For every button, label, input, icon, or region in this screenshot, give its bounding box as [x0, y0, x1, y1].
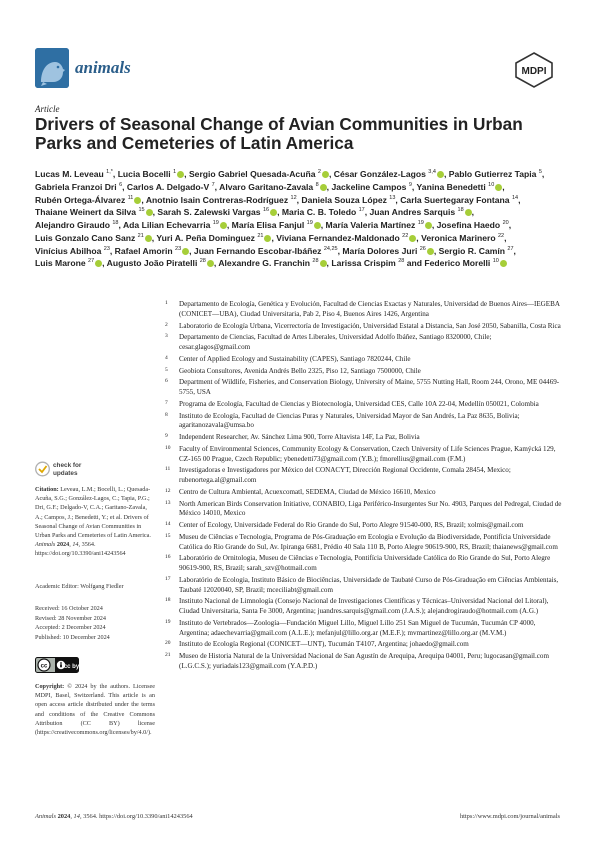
author-affiliation-sup: 23	[175, 245, 182, 252]
affiliation-number: 9	[165, 433, 168, 439]
affiliation-item	[165, 322, 562, 332]
author-affiliation-sup: 13	[389, 194, 396, 201]
author-name-text: Juan Andres Sarquis	[369, 207, 456, 218]
affiliation-number: 17	[165, 575, 171, 582]
affiliation-text: Instituto de Ecología Regional (CONICET—UNT), Tucumán T4107, Argentina; johaedo@gmail.com	[179, 640, 469, 649]
author-separator: ,	[471, 207, 475, 218]
affiliation-text: Programa de Ecología, Facultad de Ciencias y Biotecnología, Universidad CES, Calle 10A 22-04, Medellín 050021, Colombia	[179, 399, 539, 408]
author-separator: ,	[328, 169, 332, 179]
affiliation-number: 7	[165, 399, 168, 406]
footer-volume: 14	[73, 813, 80, 820]
author-name	[156, 233, 273, 243]
citation-label: Citation:	[35, 486, 59, 493]
author-name-text: Sarah S. Zalewski Vargas	[157, 207, 261, 218]
affiliation-text: Faculty of Environmental Sciences, Community Ecology & Conservation, Czech University of Life Sciences Prague, Kamýcká 129, CZ-165 00 Prague, Czech Republic; ybenedetti73@gmail.com (Y.B.); fmorellius@gmail.com (F.M.)	[179, 444, 556, 463]
author-name-text: Carlos A. Delgado-V	[126, 181, 210, 192]
affiliation-number: 21	[165, 652, 171, 658]
author-affiliation-sup: 2	[317, 169, 321, 176]
citation-text: Leveau, L.M.; Bocelli, L.; Quesada-Acuña, S.G.; González-Lagos, C.; Tapia, P.G.; Dri, G.F.; Delgado-V, C.A.; Garitano-Zavala, A.; Campos, J.; Benedetti, Y.; et al. Drivers of Seasonal Change of Avian Communities in Urban Parks and Cemeteries of Latin America.	[35, 486, 151, 540]
affiliation-item	[165, 576, 562, 596]
citation-doi[interactable]: , 3564. https://doi.org/10.3390/ani14243564	[35, 541, 126, 558]
author-name-text: Lucia Bocelli	[117, 169, 171, 179]
author-separator: ,	[271, 232, 274, 243]
author-name	[342, 246, 436, 256]
author-affiliation-sup: 3,4	[428, 169, 436, 176]
orcid-icon[interactable]	[322, 169, 332, 179]
author-separator: ,	[326, 181, 330, 192]
affiliation-number: 10	[165, 444, 171, 451]
author-affiliation-sup: 5	[538, 169, 542, 176]
author-separator: ,	[411, 181, 415, 192]
author-name-text: Vinícius Abilhoa	[35, 245, 102, 256]
affiliation-number: 14	[165, 521, 171, 527]
author-name	[189, 169, 331, 179]
orcid-icon[interactable]	[145, 232, 155, 243]
affiliation-item	[165, 400, 562, 410]
orcid-icon[interactable]	[314, 220, 324, 230]
svg-text:cc: cc	[40, 663, 48, 670]
author-name	[437, 220, 511, 230]
check-updates-line2: updates	[53, 469, 78, 477]
affiliation-number: 12	[165, 487, 171, 494]
footer-year: 2024	[57, 813, 71, 820]
author-name	[439, 246, 516, 256]
author-name-text: Josefina Haedo	[436, 220, 501, 230]
affiliation-text: Museu de Ciências e Tecnologia, Programa de Pós-Graduação em Ecologia e Evolução da Biodiversidade, Pontifícia Universidade Católica do Rio Grande do Sul, Av. Ipiranga 6681, Prédio 40 Sala 110 B, Porto Alegre 90619-900, RS, Brazil; thaianews@gmail.com	[179, 532, 558, 551]
author-name	[331, 182, 414, 192]
author-affiliation-sup: 24,25	[323, 245, 338, 252]
author-separator: ,	[508, 220, 512, 230]
affiliation-item	[165, 652, 562, 672]
orcid-icon[interactable]	[220, 220, 230, 230]
author-affiliation-sup: 9	[408, 181, 412, 188]
orcid-icon[interactable]	[207, 258, 217, 269]
author-separator: ,	[109, 245, 113, 256]
orcid-icon[interactable]	[320, 260, 327, 267]
affiliation-item	[165, 500, 562, 520]
author-name-text: María Elisa Fanjul	[231, 220, 305, 230]
author-separator: ,	[151, 232, 155, 243]
author-separator: ,	[141, 194, 144, 205]
author-affiliation-sup: 21	[257, 232, 264, 239]
author-list	[35, 168, 560, 270]
author-name-text: Yuri A. Peña Dominguez	[156, 232, 255, 243]
affiliation-number: 4	[165, 354, 168, 361]
affiliation-text: Departamento de Ciencias, Facultad de Artes Liberales, Universidad Adolfo Ibáñez, Santiago 8320000, Chile; cesar.glagos@gmail.com	[179, 333, 492, 351]
author-affiliation-sup: 27	[507, 245, 514, 252]
author-name	[276, 233, 418, 243]
author-name	[449, 169, 545, 179]
author-name	[334, 169, 447, 179]
affiliation-item	[165, 333, 562, 353]
affiliation-text: Departamento de Ecología, Genética y Evolución, Facultad de Ciencias Exactas y Naturales, Universidad de Buenos Aires—IEGEBA (CONICET—UBA), Ciudad Universitaria, Pab 2, Piso 4, Buenos Aires 1426, Argentina	[179, 300, 560, 318]
orcid-icon[interactable]	[146, 209, 153, 216]
author-name	[123, 220, 229, 230]
author-name	[35, 258, 105, 268]
author-name	[35, 195, 144, 205]
affiliation-item	[165, 355, 562, 365]
author-separator: ,	[337, 245, 340, 256]
citation-block: Citation: Leveau, L.M.; Bocelli, L.; Quesada-Acuña, S.G.; González-Lagos, C.; Tapia, P.G.; Dri, G.F.; Delgado-V, C.A.; Garitano-Zavala, A.; Campos, J.; Benedetti, Y.; et al. Drivers of Seasonal Change of Avian Communities in Urban Parks and Cemeteries of Latin America. Animals 2024, 14, 3564. https://doi.org/10.3390/ani14243564	[35, 486, 151, 558]
footer-doi[interactable]: , 3564. https://doi.org/10.3390/ani14243564	[79, 813, 193, 820]
check-updates-line1: check for	[53, 462, 82, 469]
date-published: Published: 10 December 2024	[35, 633, 110, 641]
affiliation-item	[165, 488, 562, 498]
citation-journal: Animals	[35, 541, 56, 549]
author-affiliation-sup: 15	[138, 207, 145, 214]
author-separator: ,	[296, 194, 300, 205]
author-separator: ,	[326, 258, 329, 269]
author-name-text: Juan Fernando Escobar-Ibáñez	[193, 245, 322, 256]
affiliation-text: Center of Ecology, Universidade Federal do Rio Grande do Sul, Porto Alegre 91540-000, RS, Brazil; xolmis@gmail.com	[179, 521, 524, 529]
author-affiliation-sup: 28	[312, 258, 319, 265]
copyright-block	[35, 682, 155, 737]
author-affiliation-sup: 22	[402, 232, 409, 239]
affiliation-number: 2	[165, 321, 168, 328]
author-name-text: Alejandro Giraudo	[35, 220, 110, 230]
author-separator: ,	[277, 207, 280, 218]
author-name	[301, 195, 397, 205]
author-affiliation-sup: 10	[488, 181, 495, 188]
author-name-text: Daniela Souza López	[301, 194, 387, 205]
affiliation-text: Department of Wildlife, Fisheries, and Conservation Biology, University of Maine, 5755 Nutting Hall, Room 244, Orono, ME 04469-5755, USA	[179, 378, 560, 396]
author-separator: ,	[320, 220, 324, 230]
affiliation-text: North American Birds Conservation Initiative, CONABIO, Liga Periférico-Insurgentes Sur No. 4903, Parques del Pedregal, Ciudad de México 14010, Mexico	[179, 499, 562, 518]
author-affiliation-sup: 26	[419, 245, 426, 252]
author-name	[218, 258, 329, 268]
author-name-text: Carla Suertegaray Fontana	[400, 194, 510, 205]
author-name	[282, 207, 367, 217]
author-affiliation-sup: 10	[492, 258, 499, 265]
affiliation-number: 13	[165, 499, 171, 506]
affiliation-item	[165, 597, 562, 617]
author-name	[115, 246, 192, 256]
author-name-text: Gabriela Franzoi Dri	[35, 181, 117, 192]
author-separator: ,	[502, 181, 505, 192]
author-name	[417, 182, 505, 192]
author-separator: ,	[112, 169, 116, 179]
author-separator: ,	[395, 194, 398, 205]
author-separator: ,	[433, 245, 437, 256]
author-separator: ,	[364, 207, 368, 218]
author-separator: ,	[122, 181, 125, 192]
author-separator: ,	[513, 245, 516, 256]
author-name	[194, 246, 340, 256]
author-name	[232, 220, 324, 230]
affiliation-number: 5	[165, 366, 168, 373]
affiliation-item	[165, 412, 562, 432]
footer-citation: Animals 2024, 14, 3564. https://doi.org/10.3390/ani14243564	[35, 813, 193, 820]
check-updates-icon	[35, 461, 50, 477]
author-name	[400, 195, 520, 205]
author-name	[157, 207, 279, 217]
affiliation-text: Geobiota Consultores, Avenida Andrés Bello 2325, Piso 12, Santiago 7500000, Chile	[179, 366, 421, 375]
affiliation-item	[165, 640, 562, 650]
affiliation-number: 1	[165, 300, 168, 306]
date-received: Received: 16 October 2024	[35, 605, 103, 612]
affiliation-number: 3	[165, 333, 168, 340]
author-name-text: María Dolores Juri	[342, 245, 418, 256]
author-affiliation-sup: 18	[112, 220, 119, 227]
affiliation-number: 16	[165, 554, 171, 561]
author-separator: ,	[152, 207, 155, 218]
author-name-text: Veronica Marinero	[421, 232, 496, 243]
author-affiliation-sup: 7	[211, 181, 215, 188]
affiliation-item	[165, 378, 562, 398]
author-affiliation-sup: 14	[511, 194, 519, 201]
affiliation-number: 18	[165, 597, 171, 604]
author-separator: ,	[443, 169, 447, 179]
author-name	[326, 220, 435, 230]
author-separator: ,	[184, 169, 187, 179]
author-separator: ,	[214, 181, 218, 192]
affiliation-number: 15	[165, 532, 171, 539]
affiliation-text: Museo de Historia Natural de la Universidad Nacional de San Agustín de Arequipa, Arequipa 04001, Peru; lugocasan@gmail.com (L.G.C.S.); yuriadais123@gmail.com (Y.A.P.D.)	[179, 652, 549, 670]
author-affiliation-sup: 22	[497, 232, 505, 239]
author-name-text: Yanina Benedetti	[416, 181, 486, 192]
author-separator: ,	[213, 258, 217, 269]
affiliation-number: 8	[165, 411, 168, 418]
author-name	[35, 169, 115, 179]
author-affiliation-sup: 18	[457, 207, 464, 214]
affiliation-item	[165, 533, 562, 553]
affiliation-text: Investigadoras e Investigadores por México del CONACYT, Dirección Regional Occidente, Comala 28454, Mexico; rubenortega.al@gmail.com	[179, 466, 511, 484]
mdpi-logo-icon	[512, 52, 556, 88]
author-name-text: Rafael Amorin	[114, 245, 173, 256]
article-title: Drivers of Seasonal Change of Avian Communities in Urban Parks and Cemeteries of Latin America	[35, 114, 523, 153]
citation-year: 2024	[56, 541, 70, 549]
author-name	[35, 182, 125, 192]
author-separator: ,	[226, 220, 230, 230]
orcid-icon[interactable]	[427, 245, 437, 256]
author-affiliation-sup: 23	[103, 245, 110, 252]
affiliation-number: 11	[165, 466, 171, 473]
author-name-text: María Valeria Martínez	[325, 220, 416, 230]
mdpi-logo-text: MDPI	[521, 66, 547, 77]
author-name	[421, 233, 506, 243]
orcid-icon[interactable]	[465, 207, 475, 218]
author-affiliation-sup: 1	[173, 169, 177, 176]
author-name	[219, 182, 329, 192]
author-affiliation-sup: 21	[137, 232, 144, 239]
affiliation-item	[165, 433, 562, 443]
author-name-text: Sergio Gabriel Quesada-Acuña	[188, 169, 316, 179]
author-name-text: Rubén Ortega-Álvarez	[35, 194, 126, 205]
author-name-text: Sergio R. Camín	[438, 245, 506, 256]
author-name	[146, 195, 299, 205]
author-name-text: Alexandre G. Franchin	[218, 258, 311, 269]
author-affiliation-sup: 16	[262, 207, 270, 214]
affiliation-item	[165, 619, 562, 639]
author-affiliation-sup: 11	[127, 194, 134, 201]
author-name-text: Luis Gonzalo Cano Sanz	[35, 232, 136, 243]
copyright-label: Copyright:	[35, 683, 65, 690]
affiliation-item	[165, 445, 562, 465]
author-name-text: Larissa Crispim	[331, 258, 396, 269]
author-name	[424, 258, 506, 268]
affiliation-text: Center of Applied Ecology and Sustainability (CAPES), Santiago 7820244, Chile	[179, 354, 411, 363]
author-affiliation-sup: 19	[306, 220, 313, 227]
author-separator: ,	[102, 258, 105, 269]
affiliation-text: Instituto de Vertebrados—Zoología—Fundación Miguel Lillo, Miguel Lillo 251 San Miguel de Tucumán, Tucumán CP 4000, Argentina; adaechevarria@gmail.com (A.L.E.); mefanjul@lillo.org.ar (M.E.F.); mvmartinez@lillo.org.ar (M.V.M.)	[179, 618, 536, 637]
affiliation-text: Independent Researcher, Av. Sánchez Lima 900, Torre Altavista 14F, La Paz, Bolivia	[179, 433, 420, 441]
article-type: Article	[35, 104, 60, 114]
author-affiliation-sup: 27	[88, 258, 95, 265]
affiliation-number: 6	[165, 378, 168, 385]
author-name-text: Jackeline Campos	[331, 181, 407, 192]
academic-editor: Academic Editor: Wolfgang Fiedler	[35, 583, 124, 590]
orcid-icon[interactable]	[425, 220, 435, 230]
dates-block	[35, 604, 155, 642]
author-separator: ,	[431, 220, 435, 230]
author-separator: ,	[118, 220, 121, 230]
affiliation-number: 19	[165, 618, 171, 625]
affiliation-item	[165, 554, 562, 574]
author-name-text: Thaiane Weinert da Silva	[35, 207, 137, 218]
author-name	[35, 220, 121, 230]
author-name-text: Luis Marone	[35, 258, 86, 269]
affiliation-text: Centro de Cultura Ambiental, Acuexcomatl, SEDEMA, Ciudad de México 16610, Mexico	[179, 487, 436, 496]
author-separator: ,	[541, 169, 545, 179]
copyright-text: © 2024 by the authors. Licensee MDPI, Basel, Switzerland. This article is an open access article distributed under the terms and conditions of the Creative Commons Attribution (CC BY) license (https://creativecommons.org/licenses/by/4.0/).	[35, 683, 156, 737]
journal-logo-icon	[35, 48, 69, 88]
orcid-icon[interactable]	[437, 169, 447, 179]
author-separator: ,	[504, 232, 507, 243]
date-revised: Revised: 28 November 2024	[35, 614, 106, 622]
author-name-text: Ada Lilian Echevarria	[122, 220, 211, 230]
affiliation-number: 20	[165, 640, 171, 647]
author-name-text: Maria C. B. Toledo	[281, 207, 357, 218]
affiliation-list	[165, 300, 562, 674]
author-name-text: Pablo Gutierrez Tapia	[448, 169, 537, 179]
author-name	[35, 207, 155, 217]
cc-label: cc by	[63, 664, 79, 670]
affiliation-text: Laboratório de Ornitologia, Museu de Ciências e Tecnologia, Pontifícia Universidade Católica do Rio Grande do Sul, Porto Alegre 90619-900, RS, Brazil; sarah_szv@hotmail.com	[179, 554, 551, 572]
author-name-text: Augusto João Piratelli	[106, 258, 198, 269]
check-for-updates-badge[interactable]	[35, 461, 95, 479]
affiliation-text: Instituto Nacional de Limnología (Consejo Nacional de Investigaciones Científicas y Técnicas–Universidad Nacional del Litoral), Ciudad Universitaria, Santa Fe 3000, Argentina; juandres.sarquis@gmail.com (J.A.S.); alejandrogiraudo@hotmail.com (A.G.)	[179, 597, 549, 615]
affiliation-item	[165, 300, 562, 320]
author-name	[107, 258, 217, 268]
author-name-text: Alvaro Garitano-Zavala	[219, 181, 314, 192]
citation-volume: 14	[72, 541, 79, 549]
author-affiliation-sup: 6	[119, 181, 123, 188]
author-name	[35, 233, 154, 243]
author-name-text: Viviana Fernandez-Maldonado	[276, 232, 400, 243]
author-separator: ,	[518, 194, 521, 205]
author-affiliation-sup: 8	[315, 181, 319, 188]
author-name	[118, 169, 187, 179]
author-separator: and	[404, 258, 422, 269]
affiliation-text: Instituto de Ecología, Facultad de Ciencias Puras y Naturales, Universidad Mayor de San Andrés, La Paz 8635, Bolivia; agaritanozavala@umsa.bo	[179, 411, 520, 430]
author-affiliation-sup: 12	[290, 194, 297, 201]
cc-by-license-icon[interactable]	[35, 657, 79, 673]
author-separator: ,	[416, 232, 419, 243]
author-name	[370, 207, 475, 217]
date-accepted: Accepted: 2 December 2024	[35, 624, 106, 631]
footer-journal: Animals	[35, 813, 56, 820]
affiliation-item	[165, 367, 562, 377]
orcid-icon[interactable]	[320, 181, 330, 192]
author-name	[331, 258, 422, 268]
affiliation-item	[165, 521, 562, 531]
author-separator: ,	[189, 245, 192, 256]
author-affiliation-sup: 17	[358, 207, 365, 214]
author-affiliation-sup: 1,*	[106, 169, 113, 176]
author-affiliation-sup: 19	[417, 220, 424, 227]
affiliation-text: Laboratorio de Ecología Urbana, Vicerrectoría de Investigación, Universidad Estatal a Distancia, San José 2050, Sabanilla, Costa Rica	[179, 321, 561, 330]
author-affiliation-sup: 28	[398, 258, 405, 265]
author-name-text: Anotnio Isain Contreras-Rodríguez	[145, 194, 289, 205]
author-name	[35, 246, 112, 256]
journal-name: animals	[75, 58, 131, 77]
affiliation-item	[165, 466, 562, 486]
author-name-text: Lucas M. Leveau	[35, 169, 104, 179]
author-affiliation-sup: 28	[199, 258, 206, 265]
affiliation-text: Laboratório de Ecologia, Instituto Básico de Biociências, Universidade de Taubaté Curso de Pós-Graduação em Ciências Ambientais, Taubaté 12020040, SP, Brazil; mceciliabt@gmail.com	[179, 575, 559, 594]
author-name-text: Federico Morelli	[424, 258, 491, 269]
author-name-text: César González-Lagos	[333, 169, 426, 179]
author-affiliation-sup: 20	[502, 220, 509, 227]
footer-url[interactable]: https://www.mdpi.com/journal/animals	[459, 813, 560, 820]
author-affiliation-sup: 19	[212, 220, 219, 227]
orcid-icon[interactable]	[500, 260, 507, 267]
author-name	[127, 182, 217, 192]
